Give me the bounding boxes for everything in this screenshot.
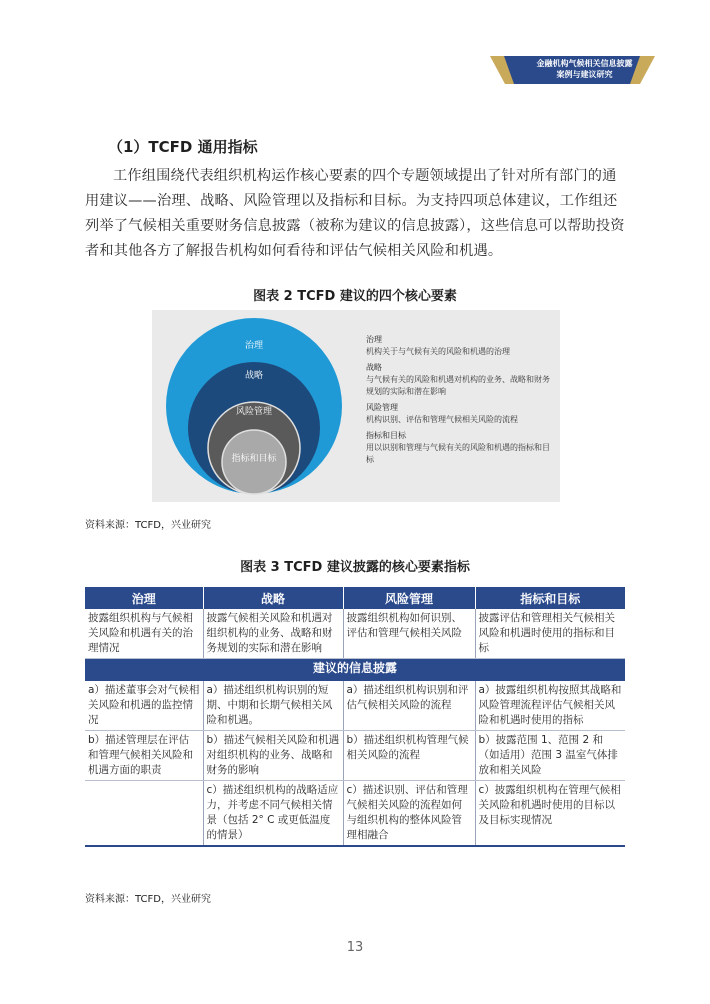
table-cell: 披露组织机构与气候相关风险和机遇有关的治理情况 xyxy=(85,609,203,659)
section-title: （1）TCFD 通用指标 xyxy=(108,138,258,156)
ring-label-governance: 治理 xyxy=(244,341,264,351)
legend-title-risk: 风险管理 xyxy=(366,403,398,412)
table-subheader-row xyxy=(85,659,625,682)
nested-circles xyxy=(152,310,362,502)
source-note-1: 资料来源：TCFD，兴业研究 xyxy=(85,520,211,531)
table-cell: a）披露组织机构按照其战略和风险管理流程评估气候相关风险和机遇时使用的指标 xyxy=(475,681,625,731)
header-title xyxy=(522,58,647,80)
table-row xyxy=(85,609,625,659)
ring-label-strategy: 战略 xyxy=(244,371,264,381)
subheader-recommended-disclosures: 建议的信息披露 xyxy=(85,659,625,682)
table-cell: c）描述组织机构的战略适应力，并考虑不同气候相关情景（包括 2° C 或更低温度的情景） xyxy=(203,781,343,847)
figure2-diagram xyxy=(152,310,560,502)
table-cell: b）描述气候相关风险和机遇对组织机构的业务、战略和财务的影响 xyxy=(203,731,343,781)
header-line2: 案例与建议研究 xyxy=(556,70,613,79)
page-number: 13 xyxy=(346,940,364,955)
figure3-caption: 图表 3 TCFD 建议披露的核心要素指标 xyxy=(240,560,470,575)
table-cell: 披露组织机构如何识别、评估和管理气候相关风险 xyxy=(343,609,475,659)
table-cell: c）描述识别、评估和管理气候相关风险的流程如何与组织机构的整体风险管理相融合 xyxy=(343,781,475,847)
table-cell: 披露气候相关风险和机遇对组织机构的业务、战略和财务规划的实际和潜在影响 xyxy=(203,609,343,659)
table-cell: a）描述组织机构识别的短期、中期和长期气候相关风险和机遇。 xyxy=(203,681,343,731)
legend-desc-metrics: 用以识别和管理与气候有关的风险和机遇的指标和目标 xyxy=(366,443,550,464)
figure2-caption: 图表 2 TCFD 建议的四个核心要素 xyxy=(253,289,457,304)
legend-title-metrics: 指标和目标 xyxy=(366,431,406,440)
table-cell: 披露评估和管理相关气候相关风险和机遇时使用的指标和目标 xyxy=(475,609,625,659)
table-cell: b）描述管理层在评估和管理气候相关风险和机遇方面的职责 xyxy=(85,731,203,781)
col-header-metrics: 指标和目标 xyxy=(475,587,625,609)
ring-label-metrics: 指标和目标 xyxy=(231,454,277,464)
header-line1: 金融机构气候相关信息披露 xyxy=(536,59,633,68)
ring-label-risk: 风险管理 xyxy=(235,407,273,417)
body-paragraph: 工作组围绕代表组织机构运作核心要素的四个专题领域提出了针对所有部门的通用建议——治理、战略、风险管理以及指标和目标。为支持四项总体建议，工作组还列举了气候相关重要财务信息披露（被称为建议的信息披露），这些信息可以帮助投资者和其他各方了解报告机构如何看待和评估气候相关风险和机遇。 xyxy=(85,168,625,259)
source-note-2: 资料来源：TCFD，兴业研究 xyxy=(85,894,211,905)
table-cell-empty xyxy=(85,781,203,847)
table-row xyxy=(85,681,625,731)
col-header-governance: 治理 xyxy=(85,587,203,609)
table-cell: c）披露组织机构在管理气候相关风险和机遇时使用的目标以及目标实现情况 xyxy=(475,781,625,847)
legend-desc-governance: 机构关于与气候有关的风险和机遇的治理 xyxy=(366,347,510,356)
col-header-strategy: 战略 xyxy=(203,587,343,609)
table-row xyxy=(85,731,625,781)
table-header-row xyxy=(85,587,625,609)
legend-title-governance: 治理 xyxy=(366,335,382,344)
table-cell: a）描述董事会对气候相关风险和机遇的监控情况 xyxy=(85,681,203,731)
table-cell: b）披露范围 1、范围 2 和（如适用）范围 3 温室气体排放和相关风险 xyxy=(475,731,625,781)
table-row xyxy=(85,781,625,847)
legend-desc-risk: 机构识别、评估和管理气候相关风险的流程 xyxy=(366,415,518,424)
legend-desc-strategy: 与气候有关的风险和机遇对机构的业务、战略和财务规划的实际和潜在影响 xyxy=(366,375,550,396)
figure3-table xyxy=(85,587,625,847)
table-cell: b）描述组织机构管理气候相关风险的流程 xyxy=(343,731,475,781)
figure2-legend xyxy=(366,330,556,466)
table-cell: a）描述组织机构识别和评估气候相关风险的流程 xyxy=(343,681,475,731)
col-header-risk: 风险管理 xyxy=(343,587,475,609)
legend-title-strategy: 战略 xyxy=(366,363,382,372)
